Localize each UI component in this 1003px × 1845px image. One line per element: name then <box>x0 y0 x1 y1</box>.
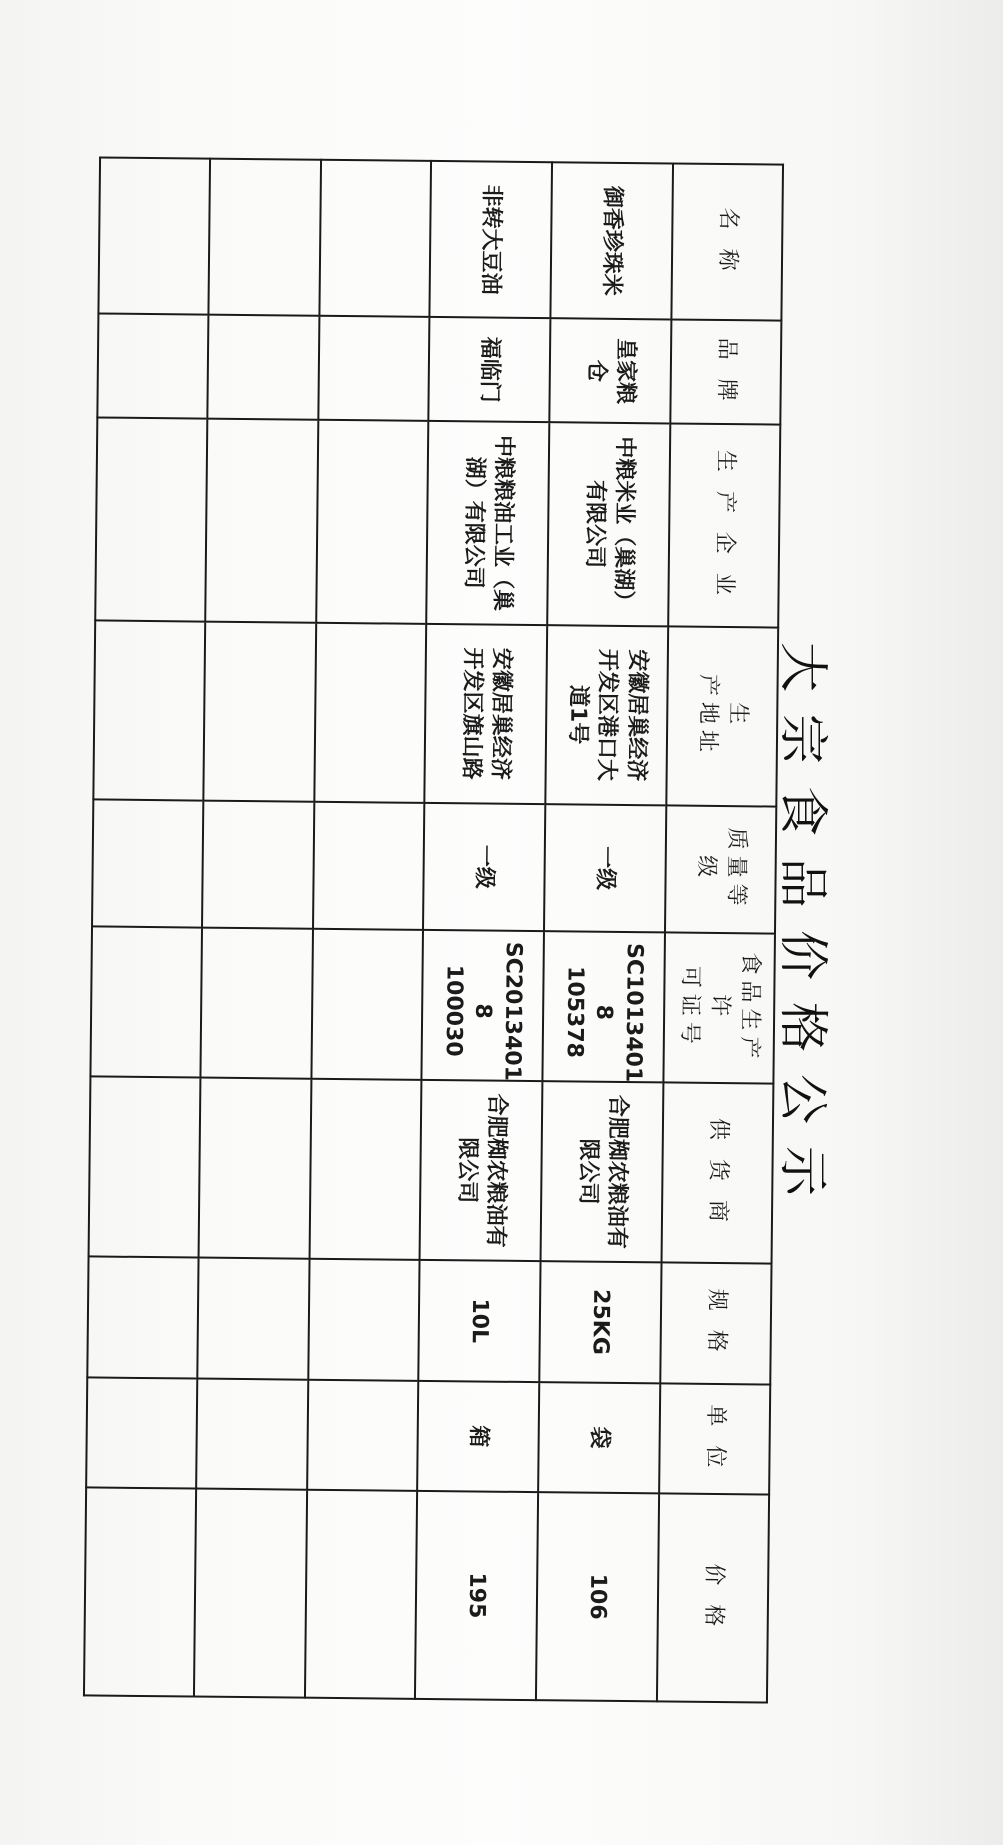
empty-cell <box>313 802 425 930</box>
header-manufacturer: 生 产 企 业 <box>668 424 780 628</box>
cell-address: 安徽居巢经济 开发区港口大 道1号 <box>545 625 668 805</box>
table-header-row <box>657 163 783 1702</box>
header-unit: 单 位 <box>659 1383 770 1494</box>
rotated-document <box>91 160 851 1700</box>
empty-cell <box>84 1487 197 1696</box>
empty-cell <box>93 620 205 800</box>
cell-spec: 25KG <box>539 1261 661 1384</box>
empty-cell <box>197 1378 309 1489</box>
header-address: 生 产地址 <box>666 626 778 806</box>
empty-cell <box>199 1078 311 1258</box>
cell-manufacturer: 中粮粮油工业（巢 湖）有限公司 <box>426 421 549 625</box>
empty-cell <box>194 1488 307 1697</box>
empty-cell <box>87 1256 199 1379</box>
empty-cell <box>316 420 429 624</box>
empty-cell <box>202 800 314 928</box>
table-row <box>194 159 320 1698</box>
table-row <box>536 162 673 1701</box>
cell-license-number: SC1013401 8 105378 <box>543 931 665 1083</box>
header-name: 名 称 <box>671 163 783 320</box>
empty-cell <box>89 1077 201 1257</box>
cell-manufacturer: 中粮米业（巢湖） 有限公司 <box>547 422 670 626</box>
cell-quality-grade: 一级 <box>423 803 545 931</box>
cell-unit: 袋 <box>538 1382 660 1493</box>
empty-cell <box>95 418 208 622</box>
empty-cell <box>311 929 423 1080</box>
empty-cell <box>314 622 426 802</box>
price-table <box>83 156 784 1703</box>
cell-price: 195 <box>415 1491 538 1700</box>
empty-cell <box>208 315 319 420</box>
empty-cell <box>209 159 321 316</box>
table-row <box>415 161 552 1700</box>
cell-quality-grade: 一级 <box>544 804 666 932</box>
cell-unit: 箱 <box>417 1381 539 1492</box>
empty-cell <box>86 1377 198 1488</box>
empty-cell <box>305 1489 418 1698</box>
header-price: 价 格 <box>657 1493 769 1702</box>
empty-cell <box>319 160 431 317</box>
empty-cell <box>309 1079 421 1259</box>
document-title: 大宗食品价格公示 <box>774 642 832 1218</box>
table-row <box>84 157 211 1696</box>
empty-cell <box>97 314 208 419</box>
cell-license-number: SC2013401 8 100030 <box>422 930 544 1082</box>
empty-cell <box>201 928 313 1079</box>
cell-brand: 皇家粮 仓 <box>549 318 671 423</box>
table-row <box>305 160 431 1699</box>
empty-cell <box>204 621 316 801</box>
cell-supplier: 合肥椥农粮油有 限公司 <box>541 1081 664 1261</box>
cell-brand: 福临门 <box>429 317 551 422</box>
cell-name: 非转大豆油 <box>430 161 553 318</box>
header-license-number: 食品生产许 可证号 <box>663 932 775 1083</box>
header-spec: 规 格 <box>660 1262 771 1385</box>
empty-cell <box>198 1257 310 1380</box>
empty-cell <box>92 799 204 927</box>
cell-supplier: 合肥椥农粮油有 限公司 <box>420 1080 543 1260</box>
empty-cell <box>318 316 429 421</box>
cell-name: 御香珍珠米 <box>551 162 674 319</box>
empty-cell <box>206 419 319 623</box>
header-supplier: 供 货 商 <box>662 1083 774 1263</box>
header-quality-grade: 质量等级 <box>665 805 776 933</box>
empty-cell <box>307 1380 419 1491</box>
empty-cell <box>90 926 202 1077</box>
cell-price: 106 <box>536 1492 659 1701</box>
cell-address: 安徽居巢经济 开发区旗山路 <box>425 623 548 803</box>
cell-spec: 10L <box>418 1259 540 1382</box>
empty-cell <box>308 1258 420 1381</box>
header-brand: 品 牌 <box>670 320 781 425</box>
empty-cell <box>98 157 210 314</box>
